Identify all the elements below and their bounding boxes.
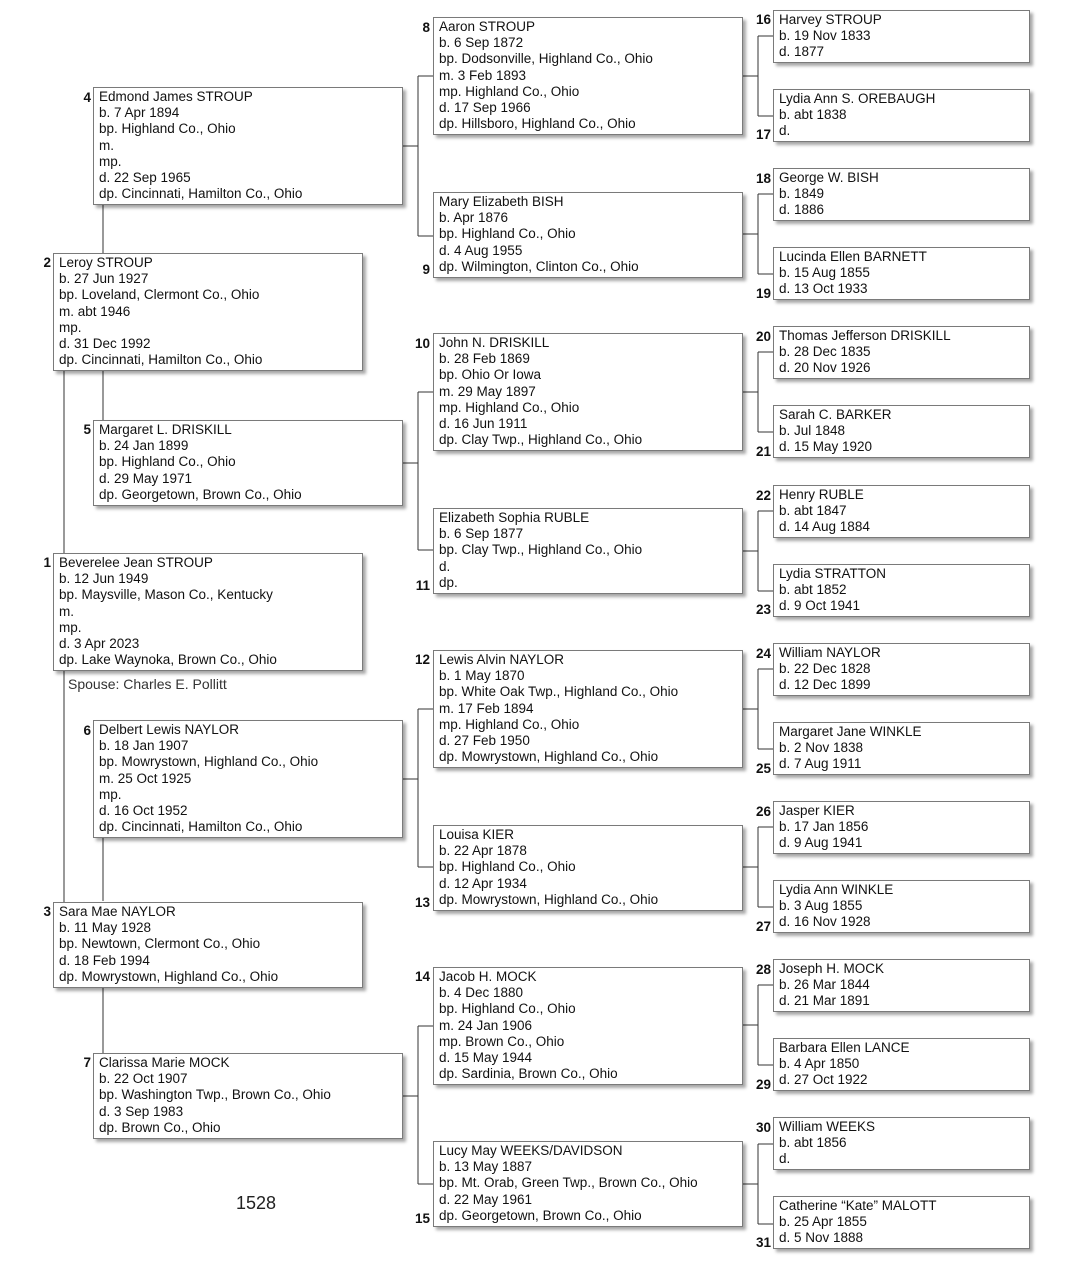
person-number-15: 15 [414,1211,430,1226]
person-detail-line: mp. [59,619,82,635]
person-detail-line: b. 18 Jan 1907 [99,738,189,754]
person-box-29[interactable] [773,1038,1030,1091]
person-name: Edmond James STROUP [99,89,253,104]
person-number-2: 2 [43,255,51,270]
person-box-23[interactable] [773,564,1030,617]
person-box-16[interactable] [773,10,1030,63]
person-detail-line: bp. Highland Co., Ohio [439,226,576,242]
connector-15 [743,1144,773,1224]
person-box-2[interactable] [53,253,363,371]
person-detail-line: b. Apr 1876 [439,210,509,226]
person-detail-line: mp. Highland Co., Ohio [439,399,580,415]
person-detail-line: d. 12 Dec 1899 [779,677,871,693]
person-detail-line: b. 28 Dec 1835 [779,344,871,360]
person-number-20: 20 [755,329,771,344]
person-detail-line: b. 11 May 1928 [59,920,152,936]
person-detail-line: bp. Maysville, Mason Co., Kentucky [59,587,273,603]
person-detail-line: d. 9 Aug 1941 [779,835,863,851]
person-number-11: 11 [415,578,430,593]
person-detail-line: b. 22 Oct 1907 [99,1071,188,1087]
person-box-20[interactable] [773,326,1030,379]
person-box-11[interactable] [433,508,743,594]
person-box-24[interactable] [773,643,1030,696]
person-box-8[interactable] [433,17,743,135]
person-detail-line: b. 22 Apr 1878 [439,843,527,859]
connector-11 [743,511,773,591]
person-detail-line: bp. Dodsonville, Highland Co., Ohio [439,51,653,67]
person-box-1[interactable] [53,553,363,671]
person-detail-line: m. [99,137,114,153]
person-detail-line: dp. Georgetown, Brown Co., Ohio [439,1207,642,1223]
person-name: Lydia Ann WINKLE [779,882,894,897]
person-detail-line: b. 6 Sep 1872 [439,35,524,51]
person-detail-line: d. 22 Sep 1965 [99,170,191,186]
person-detail-line: b. 27 Jun 1927 [59,271,149,287]
person-detail-line: d. 9 Oct 1941 [779,598,861,614]
person-detail-line: b. 22 Dec 1828 [779,661,871,677]
person-name: Lydia Ann S. OREBAUGH [779,91,936,106]
person-detail-line: dp. Hillsboro, Highland Co., Ohio [439,116,636,132]
person-number-8: 8 [422,20,430,35]
connector-13 [743,827,773,907]
person-number-6: 6 [83,723,91,738]
person-detail-line: dp. Georgetown, Brown Co., Ohio [99,486,302,502]
person-detail-line: m. [59,603,74,619]
person-box-14[interactable] [433,967,743,1085]
person-detail-line: m. 25 Oct 1925 [99,770,192,786]
person-box-15[interactable] [433,1141,743,1227]
person-box-25[interactable] [773,722,1030,775]
person-number-25: 25 [755,761,771,776]
person-detail-line: m. 29 May 1897 [439,383,536,399]
person-number-9: 9 [422,262,430,277]
person-detail-line: d. 21 Mar 1891 [779,993,870,1009]
person-name: Joseph H. MOCK [779,961,885,976]
person-detail-line: d. 14 Aug 1884 [779,519,870,535]
person-name: Aaron STROUP [439,19,536,34]
connector-9 [743,194,773,274]
page-number: 1528 [236,1193,277,1213]
person-detail-line: d. 1886 [779,202,825,218]
person-detail-line: b. Jul 1848 [779,423,846,439]
connector-5 [403,392,433,550]
person-detail-line: d. 16 Jun 1911 [439,416,528,432]
person-name: Louisa KIER [439,827,515,842]
person-name: Lydia STRATTON [779,566,887,581]
person-box-17[interactable] [773,89,1030,142]
person-detail-line: bp. Mowrystown, Highland Co., Ohio [99,754,319,770]
person-name: Lewis Alvin NAYLOR [439,652,565,667]
person-box-9[interactable] [433,192,743,278]
person-number-21: 21 [755,444,771,459]
person-box-4[interactable] [93,87,403,205]
person-name: Thomas Jefferson DRISKILL [779,328,951,343]
person-detail-line: dp. Lake Waynoka, Brown Co., Ohio [59,652,277,668]
person-detail-line: d. 3 Sep 1983 [99,1103,184,1119]
person-number-1: 1 [43,555,51,570]
person-box-6[interactable] [93,720,403,838]
person-detail-line: b. abt 1856 [779,1135,847,1151]
person-detail-line: d. 27 Oct 1922 [779,1072,868,1088]
person-detail-line: d. [779,123,791,139]
person-box-12[interactable] [433,650,743,768]
connector-8 [743,36,773,116]
connector-4 [403,76,433,236]
person-detail-line: mp. Brown Co., Ohio [439,1033,565,1049]
person-detail-line: bp. Mt. Orab, Green Twp., Brown Co., Ohio [439,1175,698,1191]
person-detail-line: bp. Washington Twp., Brown Co., Ohio [99,1087,331,1103]
person-number-17: 17 [755,127,771,142]
person-number-19: 19 [755,286,771,301]
person-name: Sara Mae NAYLOR [59,904,176,919]
person-detail-line: bp. Highland Co., Ohio [439,1001,576,1017]
person-detail-line: d. 22 May 1961 [439,1191,533,1207]
person-detail-line: b. 15 Aug 1855 [779,265,870,281]
person-detail-line: b. 26 Mar 1844 [779,977,870,993]
person-detail-line: dp. Mowrystown, Highland Co., Ohio [439,749,659,765]
person-detail-line: d. 13 Oct 1933 [779,281,868,297]
person-detail-line: b. 4 Apr 1850 [779,1056,860,1072]
connector-6b [403,709,433,867]
person-detail-line: dp. Cincinnati, Hamilton Co., Ohio [99,186,303,202]
person-name: Catherine “Kate” MALOTT [779,1198,937,1213]
person-name: Lucy May WEEKS/DAVIDSON [439,1143,623,1158]
person-detail-line: bp. Loveland, Clermont Co., Ohio [59,287,260,303]
person-box-19[interactable] [773,247,1030,300]
person-number-13: 13 [414,895,430,910]
person-name: Margaret Jane WINKLE [779,724,922,739]
person-detail-line: m. 3 Feb 1893 [439,67,527,83]
person-box-13[interactable] [433,825,743,911]
person-detail-line: b. 4 Dec 1880 [439,985,524,1001]
person-detail-line: d. 12 Apr 1934 [439,875,527,891]
person-detail-line: d. 29 May 1971 [99,470,193,486]
person-detail-line: d. 16 Oct 1952 [99,803,188,819]
person-number-18: 18 [755,171,771,186]
person-detail-line: b. 6 Sep 1877 [439,526,524,542]
person-name: William NAYLOR [779,645,881,660]
person-name: Jasper KIER [779,803,855,818]
person-detail-line: dp. Clay Twp., Highland Co., Ohio [439,432,643,448]
person-name: John N. DRISKILL [439,335,550,350]
person-name: George W. BISH [779,170,879,185]
person-detail-line: m. 17 Feb 1894 [439,700,534,716]
person-box-7[interactable] [93,1053,403,1139]
person-number-24: 24 [755,646,771,661]
person-number-4: 4 [83,90,91,105]
spouse-line: Spouse: Charles E. Pollitt [68,676,227,692]
person-detail-line: m. abt 1946 [59,303,131,319]
person-detail-line: bp. Newtown, Clermont Co., Ohio [59,936,261,952]
person-box-21[interactable] [773,405,1030,458]
person-detail-line: dp. Cincinnati, Hamilton Co., Ohio [59,352,263,368]
person-box-18[interactable] [773,168,1030,221]
person-name: William WEEKS [779,1119,876,1134]
person-name: Lucinda Ellen BARNETT [779,249,927,264]
person-detail-line: bp. Highland Co., Ohio [99,454,236,470]
person-number-26: 26 [755,804,771,819]
person-detail-line: d. 15 May 1920 [779,439,873,455]
person-detail-line: b. 7 Apr 1894 [99,105,180,121]
person-detail-line: b. 25 Apr 1855 [779,1214,867,1230]
person-detail-line: d. [439,558,451,574]
person-box-10[interactable] [433,333,743,451]
person-detail-line: bp. Ohio Or Iowa [439,367,542,383]
person-detail-line: d. 1877 [779,44,825,60]
person-detail-line: dp. Brown Co., Ohio [99,1119,221,1135]
person-number-23: 23 [755,602,771,617]
person-detail-line: b. 13 May 1887 [439,1159,533,1175]
person-number-3: 3 [43,904,51,919]
person-number-27: 27 [755,919,771,934]
person-detail-line: dp. Cincinnati, Hamilton Co., Ohio [99,819,303,835]
person-detail-line: d. 4 Aug 1955 [439,242,523,258]
person-detail-line: b. 1 May 1870 [439,668,525,684]
person-name: Beverelee Jean STROUP [59,555,213,570]
person-detail-line: d. 5 Nov 1888 [779,1230,864,1246]
person-box-26[interactable] [773,801,1030,854]
person-box-27[interactable] [773,880,1030,933]
person-name: Mary Elizabeth BISH [439,194,564,209]
person-detail-line: b. 12 Jun 1949 [59,571,149,587]
person-detail-line: d. 16 Nov 1928 [779,914,871,930]
person-box-5[interactable] [93,420,403,506]
person-detail-line: b. 19 Nov 1833 [779,28,871,44]
person-detail-line: b. 2 Nov 1838 [779,740,864,756]
person-detail-line: b. 28 Feb 1869 [439,351,530,367]
person-detail-line: b. 1849 [779,186,825,202]
person-box-28[interactable] [773,959,1030,1012]
person-detail-line: mp. [99,153,122,169]
person-detail-line: dp. Mowrystown, Highland Co., Ohio [439,891,659,907]
person-detail-line: mp. Highland Co., Ohio [439,716,580,732]
person-number-12: 12 [414,652,430,667]
person-name: Clarissa Marie MOCK [99,1055,230,1070]
person-number-31: 31 [755,1235,771,1250]
person-detail-line: b. 3 Aug 1855 [779,898,863,914]
person-number-28: 28 [755,962,771,977]
person-number-29: 29 [755,1077,771,1092]
person-name: Sarah C. BARKER [779,407,892,422]
connector-10 [743,352,773,432]
person-detail-line: b. 17 Jan 1856 [779,819,869,835]
person-name: Elizabeth Sophia RUBLE [439,510,590,525]
person-name: Leroy STROUP [59,255,153,270]
person-detail-line: dp. Mowrystown, Highland Co., Ohio [59,968,279,984]
person-detail-line: bp. Highland Co., Ohio [99,121,236,137]
connector-7 [403,1026,433,1184]
person-detail-line: dp. Sardinia, Brown Co., Ohio [439,1066,618,1082]
person-number-14: 14 [414,969,430,984]
person-name: Henry RUBLE [779,487,864,502]
person-detail-line: d. 20 Nov 1926 [779,360,871,376]
connector-14 [743,985,773,1065]
person-detail-line: bp. Clay Twp., Highland Co., Ohio [439,542,643,558]
person-detail-line: d. 3 Apr 2023 [59,636,140,652]
person-number-30: 30 [755,1120,771,1135]
person-detail-line: d. 7 Aug 1911 [779,756,862,772]
person-detail-line: d. 27 Feb 1950 [439,733,530,749]
person-number-7: 7 [83,1055,91,1070]
person-box-22[interactable] [773,485,1030,538]
person-number-16: 16 [755,12,771,27]
person-box-31[interactable] [773,1196,1030,1249]
person-detail-line: d. 31 Dec 1992 [59,336,151,352]
person-detail-line: b. abt 1847 [779,503,847,519]
person-detail-line: d. 17 Sep 1966 [439,100,531,116]
person-detail-line: b. abt 1852 [779,582,847,598]
person-number-10: 10 [414,336,430,351]
person-number-22: 22 [755,488,771,503]
person-box-3[interactable] [53,902,363,988]
person-detail-line: mp. Highland Co., Ohio [439,83,580,99]
person-detail-line: bp. Highland Co., Ohio [439,859,576,875]
person-detail-line: dp. [439,574,458,590]
person-detail-line: bp. White Oak Twp., Highland Co., Ohio [439,684,679,700]
person-detail-line: d. 15 May 1944 [439,1050,533,1066]
person-name: Margaret L. DRISKILL [99,422,232,437]
person-detail-line: mp. [99,786,122,802]
person-name: Barbara Ellen LANCE [779,1040,910,1055]
person-detail-line: m. 24 Jan 1906 [439,1017,533,1033]
person-name: Delbert Lewis NAYLOR [99,722,240,737]
person-box-30[interactable] [773,1117,1030,1170]
person-detail-line: dp. Wilmington, Clinton Co., Ohio [439,258,639,274]
person-name: Jacob H. MOCK [439,969,537,984]
person-detail-line: d. [779,1151,791,1167]
person-detail-line: b. abt 1838 [779,107,847,123]
person-number-5: 5 [83,422,91,437]
person-detail-line: mp. [59,319,82,335]
person-name: Harvey STROUP [779,12,882,27]
person-detail-line: b. 24 Jan 1899 [99,438,189,454]
connector-12 [743,669,773,749]
person-detail-line: d. 18 Feb 1994 [59,952,150,968]
